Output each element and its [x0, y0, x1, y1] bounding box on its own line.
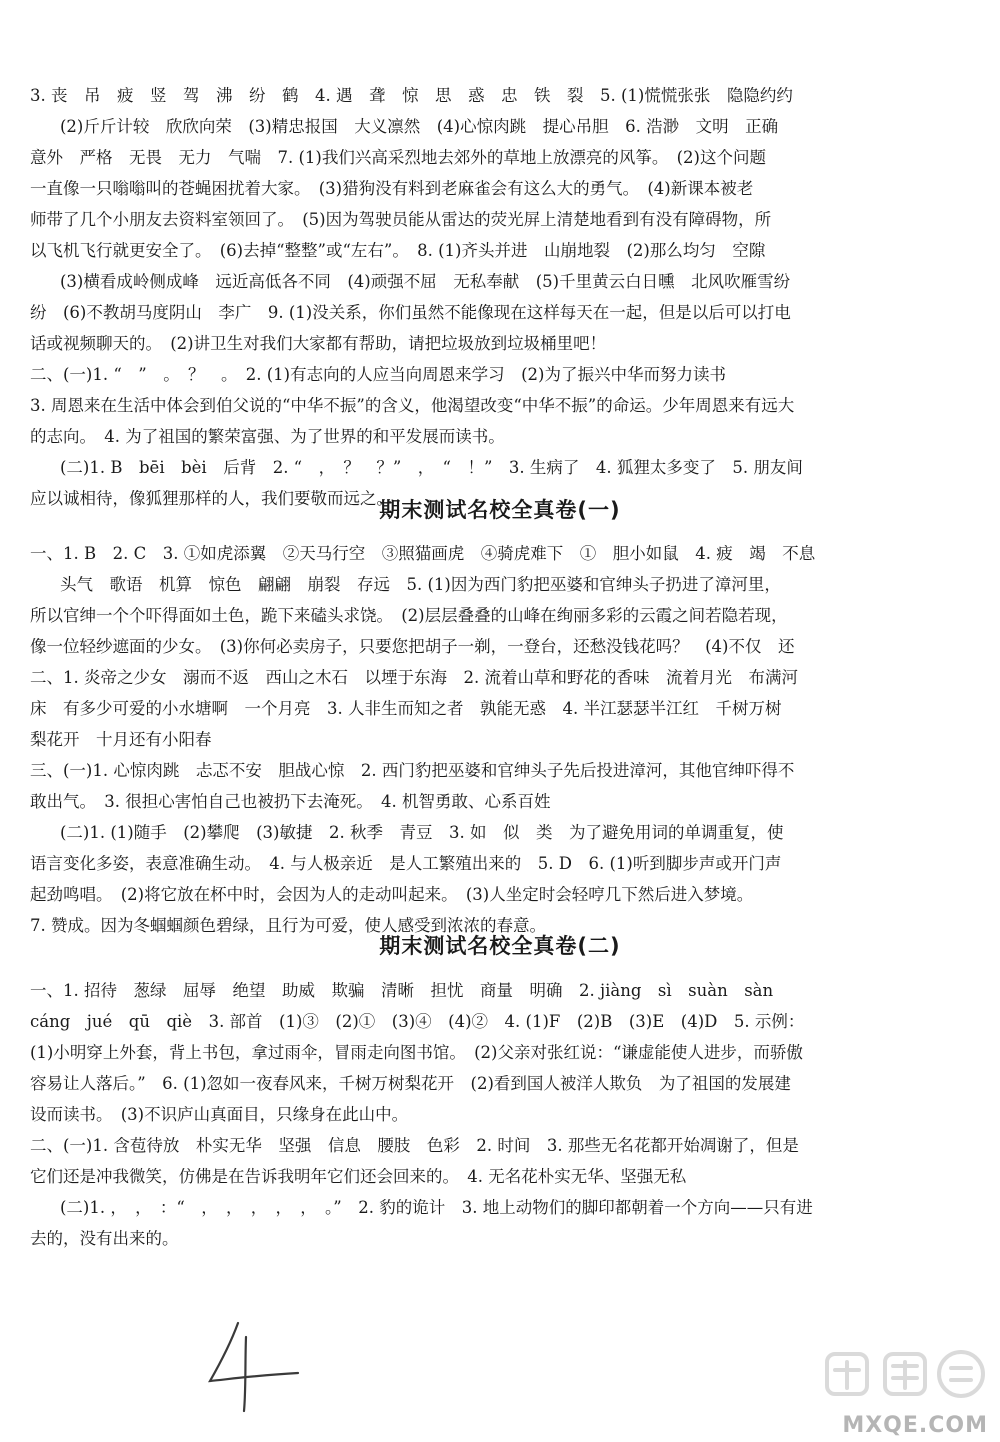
- answer-line: 像一位轻纱遮面的少女。 (3)你何必卖房子，只要您把胡子一剃，一登台，还愁没钱花吗？ (4)不仅 还: [30, 637, 795, 656]
- answer-line: (2)斤斤计较 欣欣向荣 (3)精忠报国 大义凛然 (4)心惊肉跳 提心吊胆 6. 浩渺 文明 正确: [60, 117, 779, 136]
- answers-continued: [30, 80, 970, 514]
- answer-line: (二)1. B bēi bèi 后背 2. “ ， ？ ？” ， “ ！” 3. 生病了 4. 狐狸太多变了 5. 朋友间: [60, 458, 803, 477]
- answer-line: 师带了几个小朋友去资料室领回了。 (5)因为驾驶员能从雷达的荧光屏上清楚地看到有没有障碍物，所: [30, 210, 772, 229]
- answer-line: 纷 (6)不教胡马度阴山 李广 9. (1)没关系，你们虽然不能像现在这样每天在一起，但是以后可以打电: [30, 303, 791, 322]
- answer-line: 梨花开 十月还有小阳春: [30, 730, 212, 749]
- answer-line: 容易让人落后。” 6. (1)忽如一夜春风来，千树万树梨花开 (2)看到国人被洋人欺负 为了祖国的发展建: [30, 1074, 791, 1093]
- answer-line: 以飞机飞行就更安全了。 (6)去掉“整整”或“左右”。 8. (1)齐头并进 山崩地裂 (2)那么均匀 空隙: [30, 241, 766, 260]
- exam1-title: 期末测试名校全真卷(一): [379, 498, 621, 522]
- watermark-domain: MXQE.COM: [842, 1413, 988, 1438]
- answer-line: (1)小明穿上外套，背上书包，拿过雨伞，冒雨走向图书馆。 (2)父亲对张红说：“谦虚能使人进步，而骄傲: [30, 1043, 803, 1062]
- answer-line: 去的，没有出来的。: [30, 1229, 179, 1248]
- answer-line: 头气 歌语 机算 惊色 翩翩 崩裂 存远 5. (1)因为西门豹把巫婆和官绅头子扔进了漳河里，: [60, 575, 781, 594]
- answer-line: 3. 周恩来在生活中体会到伯父说的“中华不振”的含义，他渴望改变“中华不振”的命运。少年周恩来有远大: [30, 396, 795, 415]
- answer-line: 床 有多少可爱的小水塘啊 一个月亮 3. 人非生而知之者 孰能无惑 4. 半江瑟瑟半江红 千树万树: [30, 699, 782, 718]
- answer-line: 它们还是冲我微笑，仿佛是在告诉我明年它们还会回来的。 4. 无名花朴实无华、坚强无私: [30, 1167, 687, 1186]
- answer-line: 二、(一)1. 含苞待放 朴实无华 坚强 信息 腰肢 色彩 2. 时间 3. 那些无名花都开始凋谢了，但是: [30, 1136, 799, 1155]
- answer-line: 应以诚相待，像狐狸那样的人，我们要敬而远之。: [30, 489, 393, 508]
- answer-line: 意外 严格 无畏 无力 气喘 7. (1)我们兴高采烈地去郊外的草地上放漂亮的风筝。 (2)这个问题: [30, 148, 766, 167]
- answer-line: 话或视频聊天的。 (2)讲卫生对我们大家都有帮助，请把垃圾放到垃圾桶里吧！: [30, 334, 607, 353]
- answer-line: 7. 赞成。因为冬蝈蝈颜色碧绿，且行为可爱，使人感受到浓浓的春意。: [30, 916, 546, 935]
- answer-line: 一直像一只嗡嗡叫的苍蝇困扰着大家。 (3)猎狗没有料到老麻雀会有这么大的勇气。 (4)新课本被老: [30, 179, 754, 198]
- answer-line: 二、1. 炎帝之少女 溺而不返 西山之木石 以堙于东海 2. 流着山草和野花的香味 流着月光 布满河: [30, 668, 798, 687]
- exam2-answers: [30, 975, 970, 1254]
- answer-line: cáng jué qū qiè 3. 部首 (1)③ (2)① (3)④ (4)② 4. (1)F (2)B (3)E (4)D 5. 示例：: [30, 1012, 805, 1031]
- exam2-title: 期末测试名校全真卷(二): [379, 934, 621, 958]
- answer-line: 语言变化多姿，表意准确生动。 4. 与人极亲近 是人工繁殖出来的 5. D 6. (1)听到脚步声或开门声: [30, 854, 782, 873]
- handwritten-page-number: [200, 1315, 310, 1415]
- answer-line: 敢出气。 3. 很担心害怕自己也被扔下去淹死。 4. 机智勇敢、心系百姓: [30, 792, 551, 811]
- answer-line: 三、(一)1. 心惊肉跳 忐忑不安 胆战心惊 2. 西门豹把巫婆和官绅头子先后投进漳河，其他官绅吓得不: [30, 761, 795, 780]
- answer-line: (二)1. ， ， ：“ ， ， ， ， ， 。” 2. 豹的诡计 3. 地上动物们的脚印都朝着一个方向——只有进: [60, 1198, 813, 1217]
- answer-line: 3. 丧 吊 疲 竖 驾 沸 纷 鹤 4. 遇 聋 惊 思 惑 忠 铁 裂 5. (1)慌慌张张 隐隐约约: [30, 86, 793, 105]
- answer-line: (二)1. (1)随手 (2)攀爬 (3)敏捷 2. 秋季 青豆 3. 如 似 类 为了避免用词的单调重复，使: [60, 823, 784, 842]
- answer-line: 起劲鸣唱。 (2)将它放在杯中时，会因为人的走动叫起来。 (3)人坐定时会轻哼几下然后进入梦境。: [30, 885, 754, 904]
- answer-line: 二、(一)1. “ ” 。 ？ 。 2. (1)有志向的人应当向周恩来学习 (2)为了振兴中华而努力读书: [30, 365, 726, 384]
- answer-line: 一、1. 招待 葱绿 屈辱 绝望 助威 欺骗 清晰 担忧 商量 明确 2. jiàng sì suàn sàn: [30, 981, 774, 1000]
- answer-line: 设而读书。 (3)不识庐山真面目，只缘身在此山中。: [30, 1105, 409, 1124]
- answer-line: (3)横看成岭侧成峰 远近高低各不同 (4)顽强不屈 无私奉献 (5)千里黄云白日曛 北风吹雁雪纷: [60, 272, 791, 291]
- exam1-answers: [30, 538, 970, 941]
- answer-line: 所以官绅一个个吓得面如土色，跪下来磕头求饶。 (2)层层叠叠的山峰在绚丽多彩的云霞之间若隐若现，: [30, 606, 788, 625]
- answer-line: 的志向。 4. 为了祖国的繁荣富强、为了世界的和平发展而读书。: [30, 427, 505, 446]
- answer-line: 一、1. B 2. C 3. ①如虎添翼 ②天马行空 ③照猫画虎 ④骑虎难下 ① 胆小如鼠 4. 疲 竭 不息: [30, 544, 816, 563]
